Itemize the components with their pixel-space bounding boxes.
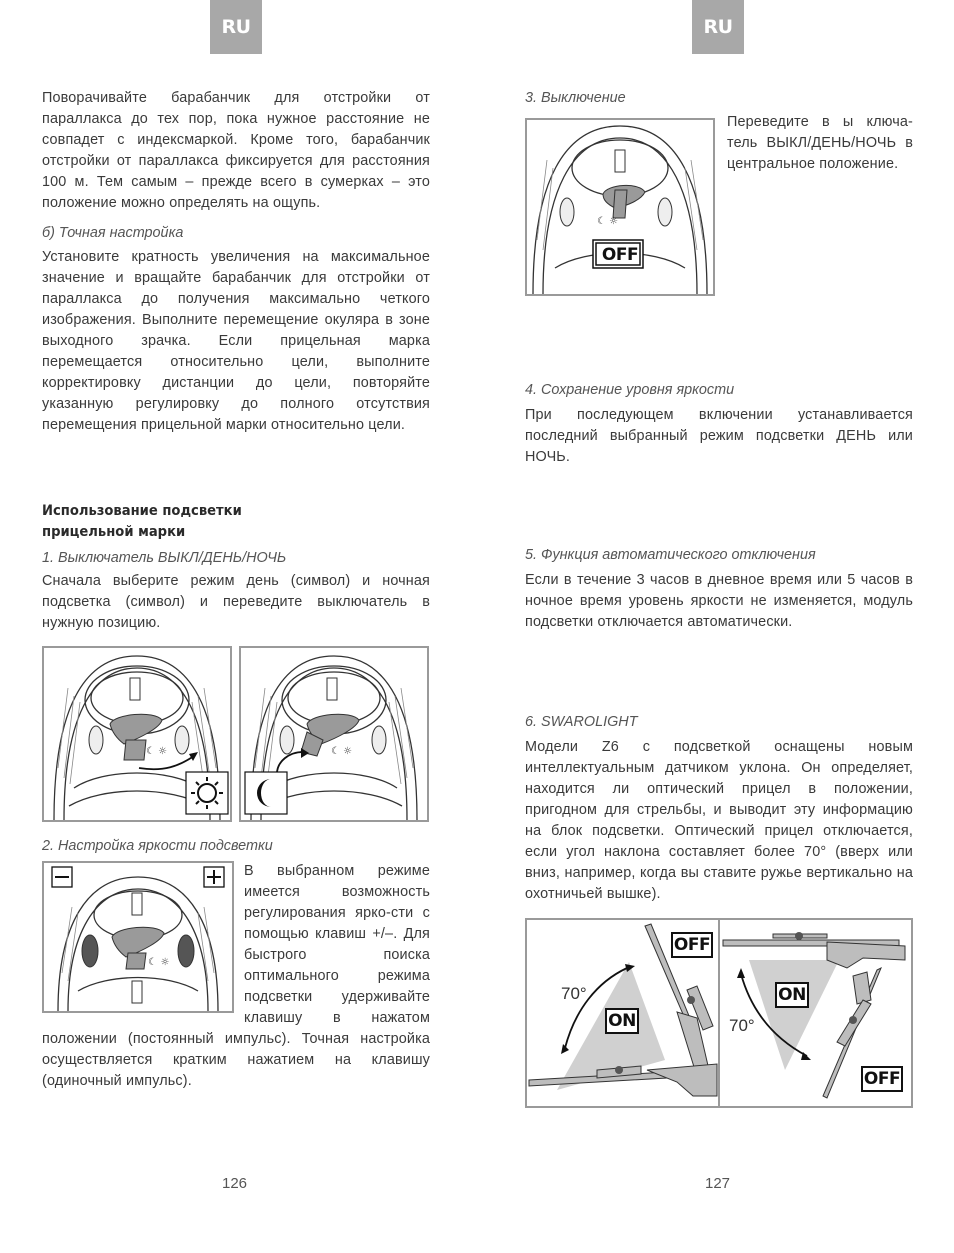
switch-off-title: 3. Выключение [525, 90, 626, 106]
swarolight-text: Модели Z6 с подсветкой оснащены новым интеллектуальным датчиком уклона. Он определяет, находится ли оптический прицел в положении, пригодном для стрельбы, и выводит эту информацию на блок подсветки. Оптический прицел отключается, если угол наклона составляет более 70° (вверх или вниз, например, когда вы ставите ружье вертикально на охотничьей вышке). [525, 739, 913, 902]
auto-off-text: Если в течение 3 часов в дневное время или 5 часов в ночное время уровень яркости не изменяется, модуль подсветки отключается автоматически. [525, 572, 913, 630]
brightness-memory-section [525, 380, 913, 468]
language-tab-left: RU [210, 0, 262, 54]
switch-off-text: Переведите в ы ключа-тель ВЫКЛ/ДЕНЬ/НОЧЬ в центральное положение. [727, 114, 913, 172]
illumination-heading-line2: прицельной марки [42, 523, 186, 540]
fine-adjust-title: б) Точная настройка [42, 225, 184, 241]
page-number-left: 126 [222, 1175, 248, 1192]
brightness-memory-title: 4. Сохранение уровня яркости [525, 382, 735, 398]
switch-off-figure [525, 118, 715, 296]
off-indicator: OFF [601, 245, 639, 265]
switch-off-section [525, 88, 913, 109]
svg-text:☾ ☼: ☾ ☼ [597, 216, 619, 227]
angle-label-left: 70° [561, 984, 587, 1003]
left-column [42, 88, 430, 436]
svg-text:☾ ☼: ☾ ☼ [148, 957, 170, 968]
illumination-heading-line1: Использование подсветки [42, 502, 242, 519]
swarolight-section [525, 712, 913, 905]
brightness-section-title: 2. Настройка яркости подсветки [42, 838, 273, 854]
switch-section-text: Сначала выберите режим день (символ) и ночная подсветка (символ) и переведите выключатель в нужную позицию. [42, 573, 430, 631]
parallax-intro-text: Поворачивайте барабанчик для отстройки от параллакса до тех пор, пока нужное расстояние не совпадет с индексмаркой. Кроме того, барабанчик отстройки от параллакса фиксируется для расстояния 100 м. Тем самым – прежде всего в сумерках – это положение можно определять на ощупь. [42, 90, 430, 211]
off-indicator-left: OFF [671, 932, 713, 958]
auto-off-title: 5. Функция автоматического отключения [525, 547, 816, 563]
brightness-memory-text: При последующем включении устанавливается последний выбранный режим подсветки ДЕНЬ или НОЧЬ. [525, 407, 913, 465]
switch-off-text-col [727, 112, 913, 175]
svg-text:☾ ☼: ☾ ☼ [146, 746, 168, 757]
angle-label-right: 70° [729, 1016, 755, 1035]
illumination-section [42, 500, 430, 634]
language-tab-right: RU [692, 0, 744, 54]
off-indicator-right: OFF [861, 1066, 903, 1092]
brightness-figure [42, 861, 234, 1013]
switch-day-figure [42, 646, 232, 822]
swarolight-figure [525, 918, 913, 1108]
page-number-right: 127 [705, 1175, 731, 1192]
on-indicator-left: ON [605, 1008, 639, 1034]
on-indicator-right: ON [775, 982, 809, 1008]
switch-night-figure [239, 646, 429, 822]
auto-off-section [525, 545, 913, 633]
brightness-section [42, 836, 430, 1092]
switch-section-title: 1. Выключатель ВЫКЛ/ДЕНЬ/НОЧЬ [42, 550, 287, 566]
brightness-section-text: В выбранном режиме имеется возможность регулирования ярко-сти с помощью клавиш +/–. Для быстрого поиска оптимального режима подсветки удерживайте клавишу в нажатом положении (постоянный импульс). Точная настройка осуществляется кратким нажатием на клавишу (одиночный импульс). [42, 863, 430, 1089]
swarolight-title: 6. SWAROLIGHT [525, 714, 638, 730]
fine-adjust-text: Установите кратность увеличения на максимальное значение и вращайте барабанчик для отстройки от параллакса до получения максимально четкого изображения. Выполните перемещение окуляра в зоне выходного зрачка. Если прицельная марка перемещается относительно цели, выполните корректировку дистанции до цели, повторяйте указанную регулировку до полного отсутствия перемещения прицельной марки относительно цели. [42, 249, 430, 433]
svg-text:☾ ☼: ☾ ☼ [331, 746, 353, 757]
